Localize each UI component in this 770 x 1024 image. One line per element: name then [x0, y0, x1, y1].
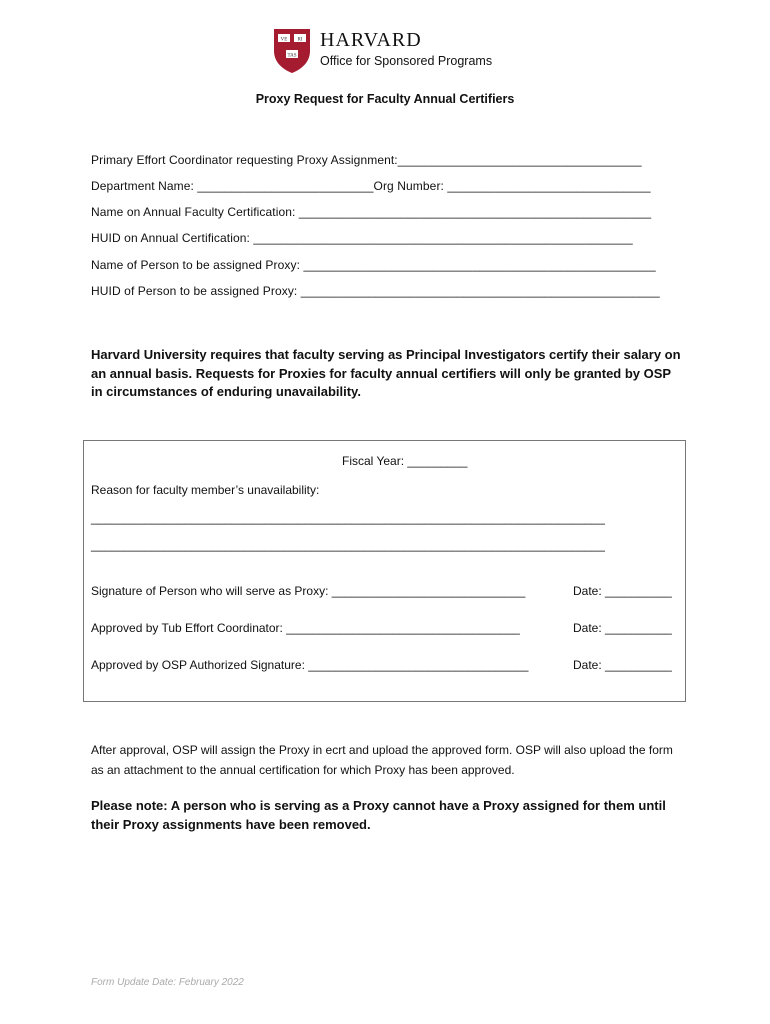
fiscal-year-field[interactable]: Fiscal Year: _________ [342, 454, 468, 468]
tub-approval-field[interactable]: Approved by Tub Effort Coordinator: ___________________________________ [91, 621, 520, 635]
tub-date-field[interactable]: Date: __________ [573, 621, 672, 635]
proxy-date-field[interactable]: Date: __________ [573, 584, 672, 598]
please-note: Please note: A person who is serving as a Proxy cannot have a Proxy assigned for them until their Proxy assignments have been removed. [91, 798, 666, 832]
form-update-date: Form Update Date: February 2022 [91, 977, 244, 988]
page-title: Proxy Request for Faculty Annual Certifiers [255, 92, 515, 106]
reason-label: Reason for faculty member’s unavailability: [91, 483, 320, 497]
department-field[interactable]: Department Name: __________________________Org Number: ______________________________ [91, 179, 651, 193]
faculty-name-field[interactable]: Name on Annual Faculty Certification: ____________________________________________________ [91, 205, 652, 219]
osp-signature-field[interactable]: Approved by OSP Authorized Signature: _________________________________ [91, 658, 529, 672]
coordinator-field[interactable]: Primary Effort Coordinator requesting Proxy Assignment:____________________________________ [91, 153, 642, 167]
requirement-notice: Harvard University requires that faculty serving as Principal Investigators certify their salary on an annual basis. Requests for Proxies for faculty annual certifiers will only be granted by OSP in circumstances of enduring unavailability. [91, 347, 681, 399]
svg-text:RI: RI [297, 37, 303, 43]
harvard-logo [272, 27, 512, 77]
svg-text:TAS: TAS [287, 53, 297, 59]
proxy-signature-field[interactable]: Signature of Person who will serve as Proxy: _____________________________ [91, 584, 526, 598]
university-name: HARVARD [320, 29, 422, 51]
harvard-shield-icon [272, 27, 312, 75]
faculty-huid-field[interactable]: HUID on Annual Certification: ________________________________________________________ [91, 231, 633, 245]
office-name: Office for Sponsored Programs [320, 54, 493, 68]
osp-date-field[interactable]: Date: __________ [573, 658, 672, 672]
reason-line-1[interactable]: _____________________________________________________________________________ [91, 511, 605, 525]
svg-text:VE: VE [280, 37, 288, 43]
proxy-huid-field[interactable]: HUID of Person to be assigned Proxy: _____________________________________________________ [91, 284, 660, 298]
approval-box [83, 440, 686, 702]
after-approval-text: After approval, OSP will assign the Proxy in ecrt and upload the approved form. OSP will also upload the form as an attachment to the annual certification for which Proxy has been approved. [91, 743, 673, 777]
reason-line-2[interactable]: _____________________________________________________________________________ [91, 538, 605, 552]
proxy-name-field[interactable]: Name of Person to be assigned Proxy: ____________________________________________________ [91, 258, 656, 272]
